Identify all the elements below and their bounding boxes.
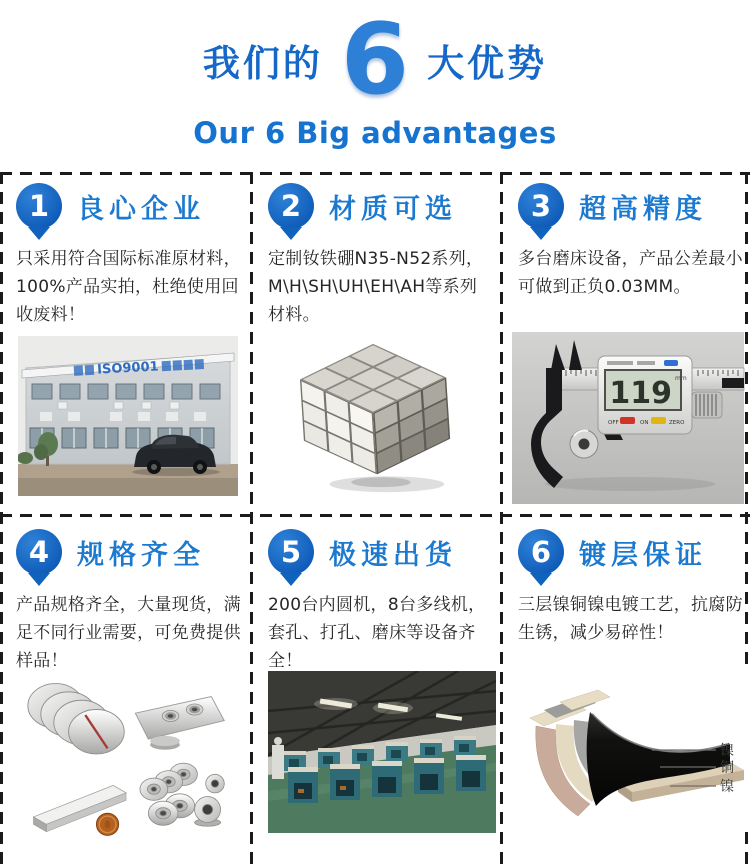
- number-pin-badge: [518, 529, 564, 575]
- advantage-card-4: [16, 528, 242, 868]
- number-pin-badge: [16, 529, 62, 575]
- card-title: 材质可选: [329, 193, 457, 225]
- card-4-header: [16, 528, 242, 576]
- card-5-header: [268, 528, 494, 576]
- card-body-text: 产品规格齐全，大量现货，满足不同行业需要，可免费提供样品！: [16, 595, 241, 672]
- grid-divider-col2: [500, 172, 503, 868]
- grid-divider-col1: [250, 172, 253, 868]
- on-label: ON: [640, 420, 649, 426]
- magnet-cube-photo: [262, 334, 496, 502]
- badge-number: 6: [530, 535, 552, 569]
- grid-divider-middle: [0, 514, 750, 517]
- card-3-header: [518, 182, 744, 230]
- number-pin-badge: [16, 183, 62, 229]
- upper-windows: [32, 384, 220, 399]
- title-suffix: 大优势: [427, 42, 548, 85]
- badge-number: 5: [280, 535, 302, 569]
- off-label: OFF: [608, 420, 619, 426]
- copper-coin: [96, 813, 118, 835]
- card-body-text: 多台磨床设备，产品公差最小可做到正负0.03MM。: [518, 249, 743, 298]
- number-pin-badge: [268, 529, 314, 575]
- card-6-header: [518, 528, 744, 576]
- badge-number: 2: [280, 189, 302, 223]
- zero-label: ZERO: [669, 420, 685, 426]
- card-2-header: [268, 182, 494, 230]
- advantage-card-6: [518, 528, 744, 868]
- lcd-value: 119: [609, 376, 672, 411]
- depth-rod: [722, 378, 744, 388]
- badge-number: 1: [28, 189, 50, 223]
- page-header: [0, 2, 750, 150]
- factory-workshop-photo: [268, 671, 496, 833]
- number-pin-badge: [268, 183, 314, 229]
- badge-number: 3: [530, 189, 552, 223]
- card-body-text: 三层镍铜镍电镀工艺，抗腐防生锈，减少易碎性！: [518, 595, 743, 644]
- number-pin-badge: [518, 183, 564, 229]
- advantage-card-3: [518, 182, 744, 514]
- nickel-bottom-label: 镍: [720, 779, 734, 795]
- digital-caliper-photo: [508, 332, 748, 504]
- card-title: 极速出货: [329, 539, 457, 571]
- card-title: 超高精度: [579, 193, 707, 225]
- thumb-wheel: [692, 392, 722, 418]
- page-title: [0, 2, 750, 117]
- card-body-text: 只采用符合国际标准原材料，100%产品实拍，杜绝使用回收废料！: [16, 249, 241, 326]
- advantage-card-5: [268, 528, 494, 868]
- grid-divider-left-edge: [0, 172, 3, 868]
- zero-button: [651, 417, 666, 424]
- card-title: 良心企业: [77, 193, 205, 225]
- off-button: [620, 417, 635, 424]
- lcd-unit: mm: [675, 375, 687, 382]
- page-subtitle: Our 6 Big advantages: [193, 116, 557, 150]
- badge-number: 4: [28, 535, 50, 569]
- advantage-card-1: [16, 182, 242, 514]
- blue-button: [664, 360, 678, 366]
- iso-sign-text: ISO9001: [96, 359, 159, 378]
- advantage-card-2: [268, 182, 494, 514]
- card-body-text: 200台内圆机，8台多线机，套孔、打孔、磨床等设备齐全！: [268, 595, 486, 672]
- coating-layers-photo: [514, 668, 748, 832]
- grid-divider-top: [0, 172, 750, 175]
- ring-magnet: [570, 430, 598, 458]
- caliper-display: [598, 356, 692, 434]
- magnet-assortment-photo: [16, 678, 238, 854]
- factory-building-photo: [18, 336, 238, 496]
- copper-label: 铜: [720, 760, 734, 776]
- card-body-text: 定制钕铁硼N35-N52系列，M\H\SH\UH\EH\AH等系列材料。: [268, 249, 484, 326]
- card-title: 镀层保证: [579, 539, 707, 571]
- card-title: 规格齐全: [77, 539, 205, 571]
- card-1-header: [16, 182, 242, 230]
- title-big-number: 6: [340, 2, 410, 117]
- title-prefix: 我们的: [202, 42, 323, 85]
- nickel-top-label: 镍: [720, 743, 734, 759]
